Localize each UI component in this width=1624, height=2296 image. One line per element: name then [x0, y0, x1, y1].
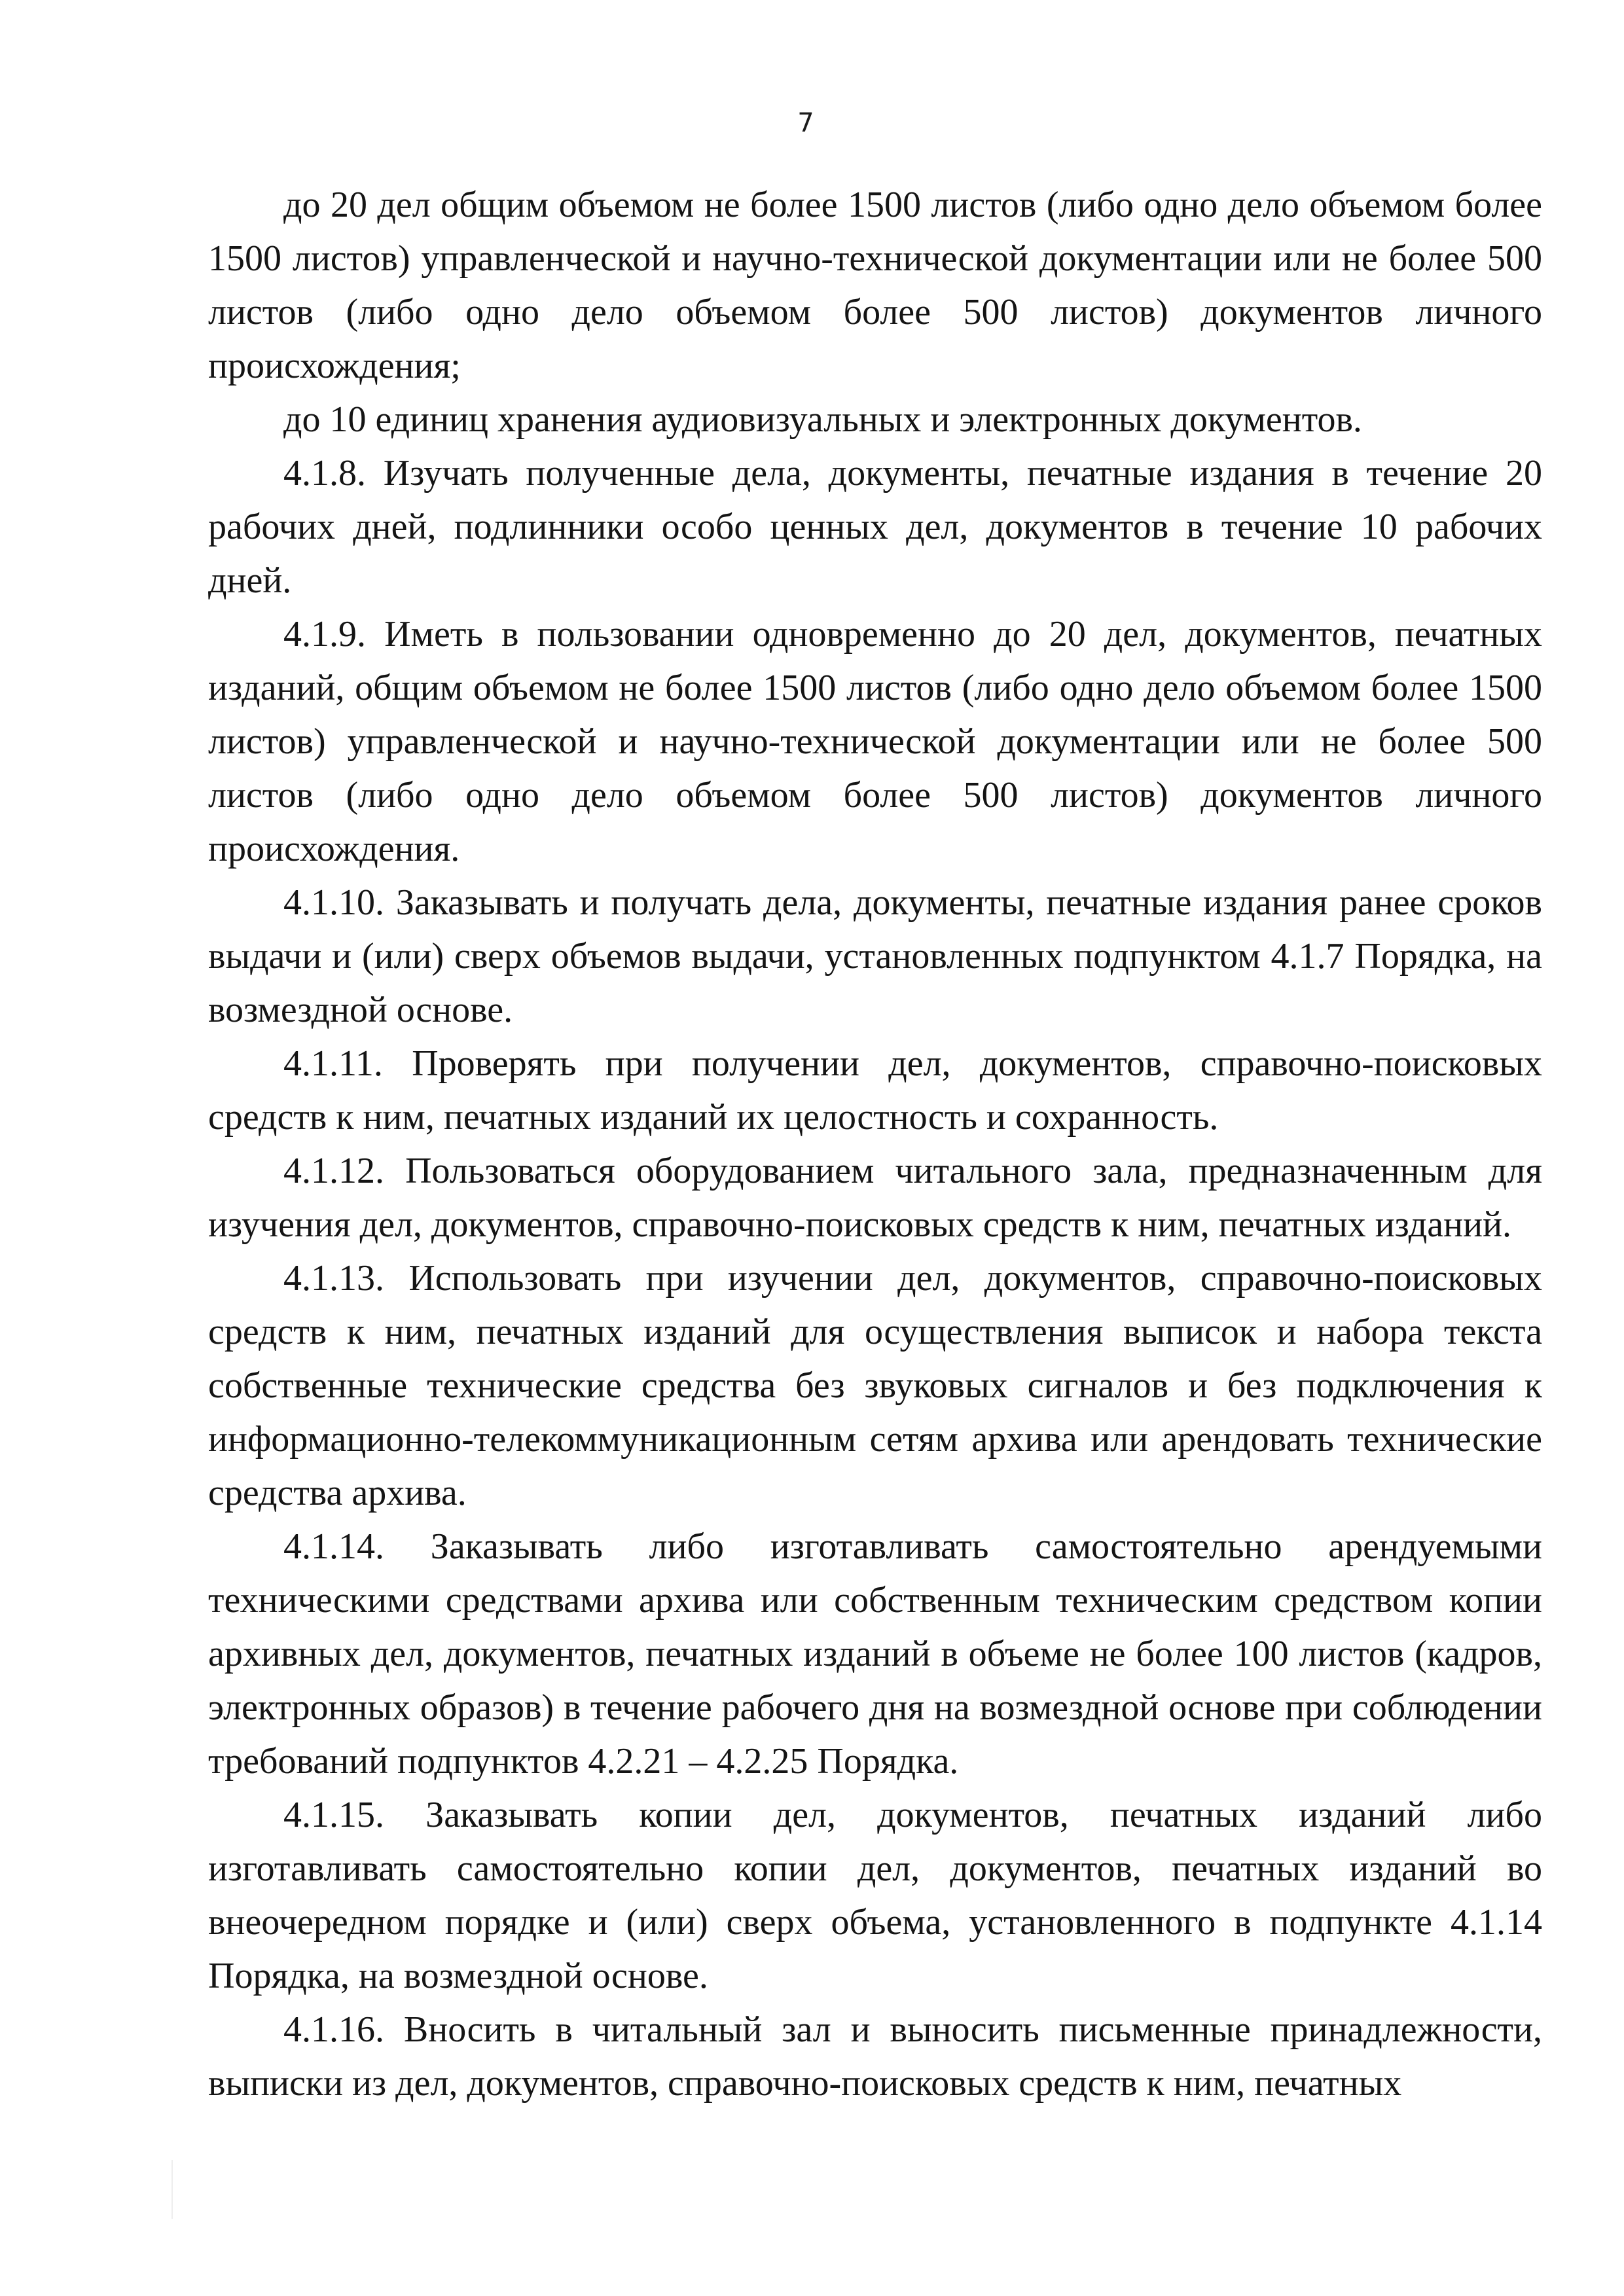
- paragraph-4-1-10: 4.1.10. Заказывать и получать дела, документы, печатные издания ранее сроков выдачи и (или) сверх объемов выдачи, установленных подпунктом 4.1.7 Порядка, на возмездной основе.: [208, 882, 1542, 1030]
- paragraph-4-1-16: 4.1.16. Вносить в читальный зал и выносить письменные принадлежности, выписки из дел, документов, справочно-поисковых средств к ним, печатных: [208, 2009, 1542, 2104]
- page-number: 7: [797, 108, 814, 138]
- paragraph-4-1-12: 4.1.12. Пользоваться оборудованием читального зала, предназначенным для изучения дел, документов, справочно-поисковых средств к ним, печатных изданий.: [208, 1151, 1542, 1245]
- paragraph-4-1-14: 4.1.14. Заказывать либо изготавливать самостоятельно арендуемыми техническими средствами архива или собственным техническим средством копии архивных дел, документов, печатных изданий в объеме не более 100 листов (кадров, электронных образов) в течение рабочего дня на возмездной основе при соблюдении требований подпунктов 4.2.21 – 4.2.25 Порядка.: [208, 1526, 1542, 1782]
- document-body: [208, 178, 1542, 2110]
- paragraph-continuation-2: до 10 единиц хранения аудиовизуальных и электронных документов.: [283, 399, 1362, 440]
- paragraph-continuation-1: до 20 дел общим объемом не более 1500 листов (либо одно дело объемом более 1500 листов) управленческой и научно-технической документации или не более 500 листов (либо одно дело объемом более 500 листов) документов личного происхождения;: [208, 185, 1542, 386]
- paragraph-4-1-15: 4.1.15. Заказывать копии дел, документов, печатных изданий либо изготавливать самостоятельно копии дел, документов, печатных изданий во внеочередном порядке и (или) сверх объема, установленного в подпункте 4.1.14 Порядка, на возмездной основе.: [208, 1795, 1542, 1996]
- paragraph-4-1-13: 4.1.13. Использовать при изучении дел, документов, справочно-поисковых средств к ним, печатных изданий для осуществления выписок и набора текста собственные технические средства без звуковых сигналов и без подключения к информационно-телекоммуникационным сетям архива или арендовать технические средства архива.: [208, 1258, 1542, 1513]
- paragraph-4-1-9: 4.1.9. Иметь в пользовании одновременно до 20 дел, документов, печатных изданий, общим объемом не более 1500 листов (либо одно дело объемом более 1500 листов) управленческой и научно-технической документации или не более 500 листов (либо одно дело объемом более 500 листов) документов личного происхождения.: [208, 614, 1542, 869]
- scan-margin-mark: [171, 2160, 173, 2219]
- paragraph-4-1-8: 4.1.8. Изучать полученные дела, документы, печатные издания в течение 20 рабочих дней, подлинники особо ценных дел, документов в течение 10 рабочих дней.: [208, 453, 1542, 601]
- paragraph-4-1-11: 4.1.11. Проверять при получении дел, документов, справочно-поисковых средств к ним, печатных изданий их целостность и сохранность.: [208, 1043, 1542, 1138]
